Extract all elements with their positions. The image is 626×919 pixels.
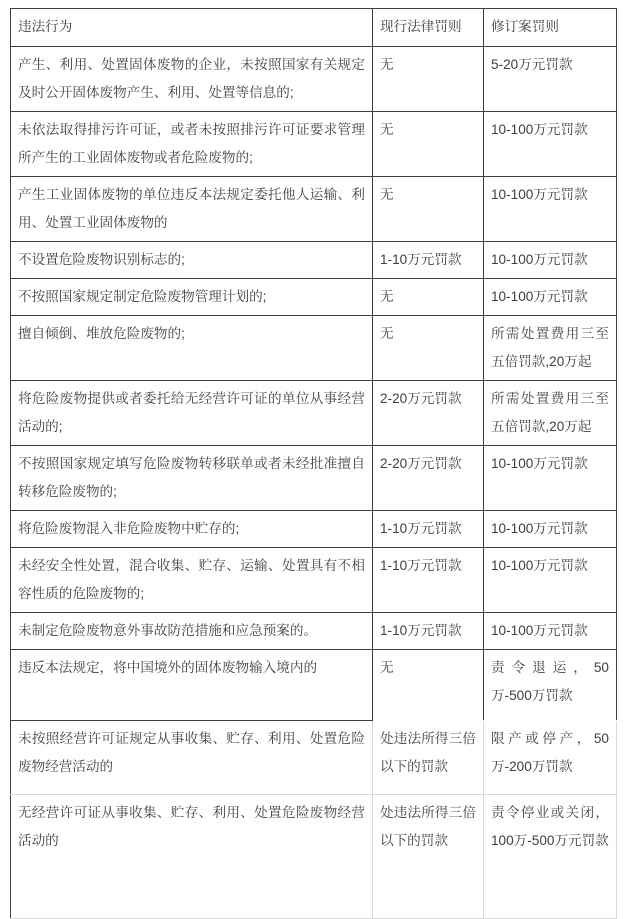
table-row — [11, 242, 617, 279]
revised-penalty-cell: 所需处置费用三至五倍罚款,20万起 — [484, 381, 617, 446]
revised-penalty-cell: 限产或停产，50万-200万罚款 — [484, 721, 617, 795]
table-row — [11, 446, 617, 511]
table-row — [11, 795, 617, 919]
current-penalty-cell: 2-20万元罚款 — [373, 381, 484, 446]
table-row — [11, 650, 617, 721]
table-row — [11, 721, 617, 795]
table-row — [11, 613, 617, 650]
current-penalty-cell: 处违法所得三倍以下的罚款 — [373, 721, 484, 795]
revised-penalty-cell: 10-100万元罚款 — [484, 112, 617, 177]
penalty-table — [10, 8, 617, 919]
revised-penalty-cell: 所需处置费用三至五倍罚款,20万起 — [484, 316, 617, 381]
header-cell-violation: 违法行为 — [11, 9, 373, 47]
revised-penalty-cell: 10-100万元罚款 — [484, 242, 617, 279]
violation-cell-selected: 违反本法规定，将中国境外的固体废物输入境内的 — [11, 650, 373, 721]
current-penalty-cell: 无 — [373, 177, 484, 242]
revised-penalty-cell: 10-100万元罚款 — [484, 548, 617, 613]
violation-cell: 未依法取得排污许可证，或者未按照排污许可证要求管理所产生的工业固体废物或者危险废物的; — [11, 112, 373, 177]
table-row — [11, 47, 617, 112]
violation-cell: 将危险废物提供或者委托给无经营许可证的单位从事经营活动的; — [11, 381, 373, 446]
violation-cell: 产生、利用、处置固体废物的企业，未按照国家有关规定及时公开固体废物产生、利用、处置等信息的; — [11, 47, 373, 112]
table-row — [11, 279, 617, 316]
current-penalty-cell: 2-20万元罚款 — [373, 446, 484, 511]
current-penalty-cell: 无 — [373, 650, 484, 721]
revised-penalty-cell: 责令停业或关闭，100万-500万元罚款 — [484, 795, 617, 919]
table-row — [11, 548, 617, 613]
revised-penalty-cell: 责令退运，50万-500万罚款 — [484, 650, 617, 721]
violation-cell: 擅自倾倒、堆放危险废物的; — [11, 316, 373, 381]
violation-cell: 产生工业固体废物的单位违反本法规定委托他人运输、利用、处置工业固体废物的 — [11, 177, 373, 242]
current-penalty-cell: 处违法所得三倍以下的罚款 — [373, 795, 484, 919]
table-row — [11, 511, 617, 548]
violation-cell: 未制定危险废物意外事故防范措施和应急预案的。 — [11, 613, 373, 650]
revised-penalty-cell: 10-100万元罚款 — [484, 177, 617, 242]
violation-cell: 未经安全性处置，混合收集、贮存、运输、处置具有不相容性质的危险废物的; — [11, 548, 373, 613]
violation-cell: 未按照经营许可证规定从事收集、贮存、利用、处置危险废物经营活动的 — [11, 721, 373, 795]
current-penalty-cell: 无 — [373, 279, 484, 316]
header-cell-revised-penalty: 修订案罚则 — [484, 9, 617, 47]
revised-penalty-cell: 10-100万元罚款 — [484, 446, 617, 511]
revised-penalty-cell: 10-100万元罚款 — [484, 613, 617, 650]
revised-penalty-cell: 10-100万元罚款 — [484, 279, 617, 316]
current-penalty-cell: 无 — [373, 47, 484, 112]
header-cell-current-penalty: 现行法律罚则 — [373, 9, 484, 47]
current-penalty-cell: 1-10万元罚款 — [373, 548, 484, 613]
current-penalty-cell: 1-10万元罚款 — [373, 613, 484, 650]
table-header-row — [11, 9, 617, 47]
current-penalty-cell: 1-10万元罚款 — [373, 242, 484, 279]
violation-cell: 不设置危险废物识别标志的; — [11, 242, 373, 279]
current-penalty-cell: 1-10万元罚款 — [373, 511, 484, 548]
current-penalty-cell: 无 — [373, 112, 484, 177]
revised-penalty-cell: 5-20万元罚款 — [484, 47, 617, 112]
violation-cell: 不按照国家规定填写危险废物转移联单或者未经批准擅自转移危险废物的; — [11, 446, 373, 511]
table-row — [11, 177, 617, 242]
violation-cell: 将危险废物混入非危险废物中贮存的; — [11, 511, 373, 548]
current-penalty-cell: 无 — [373, 316, 484, 381]
table-row — [11, 112, 617, 177]
violation-cell: 不按照国家规定制定危险废物管理计划的; — [11, 279, 373, 316]
table-row — [11, 381, 617, 446]
violation-cell: 无经营许可证从事收集、贮存、利用、处置危险废物经营活动的 — [11, 795, 373, 919]
table-row — [11, 316, 617, 381]
revised-penalty-cell: 10-100万元罚款 — [484, 511, 617, 548]
